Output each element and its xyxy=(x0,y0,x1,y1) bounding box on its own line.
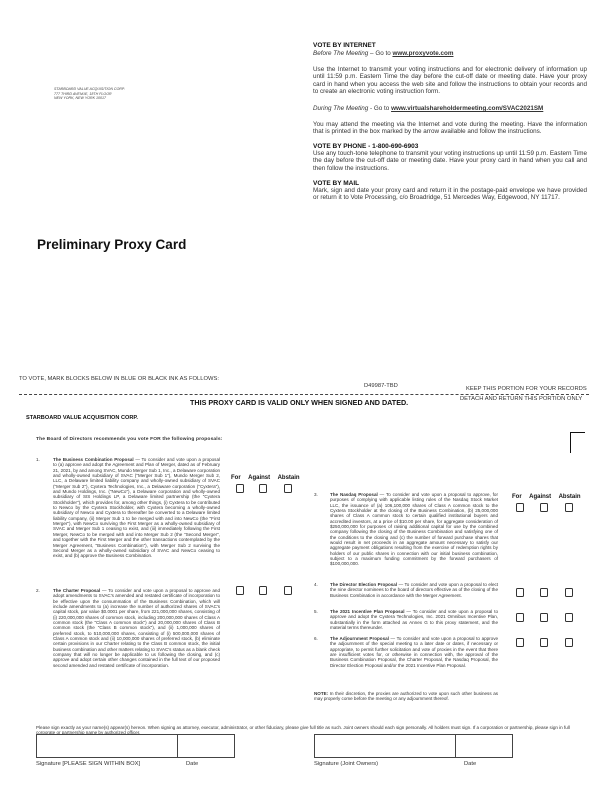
right-abstain-header: Abstain xyxy=(558,494,581,500)
left-column-headers xyxy=(231,466,311,484)
joint-signature-label: Signature (Joint Owners) xyxy=(314,761,379,767)
left-for-header: For xyxy=(231,475,241,481)
proposal-5-for-checkbox[interactable] xyxy=(516,613,524,622)
proposal-6-against-checkbox[interactable] xyxy=(540,638,548,647)
proposal-4-abstain-checkbox[interactable] xyxy=(565,588,573,597)
joint-date-box[interactable] xyxy=(454,734,513,758)
proposal-2-for-checkbox[interactable] xyxy=(236,586,244,595)
proposal-3-for-checkbox[interactable] xyxy=(516,503,524,512)
detach-portion-label: DETACH AND RETURN THIS PORTION ONLY xyxy=(460,396,583,402)
right-against-header: Against xyxy=(529,494,552,500)
board-recommendation: The Board of Directors recommends you vote FOR the following proposals: xyxy=(36,437,223,442)
proxyvote-link[interactable]: www.proxyvote.com xyxy=(392,50,454,57)
vote-internet-before xyxy=(313,50,587,58)
proposal-3-against-checkbox[interactable] xyxy=(540,503,548,512)
proposal-4-for-checkbox[interactable] xyxy=(516,588,524,597)
corner-mark xyxy=(570,432,585,453)
virtual-meeting-link[interactable]: www.virtualshareholdermeeting.com/SVAC2021SM xyxy=(391,104,544,112)
proposal-1-text: — To consider and vote upon a proposal to (a) approve and adopt the Agreement and Plan of Merger, dated as of February 21, 2021, by and among SVAC, Mundo Merger Sub 1, Inc., a Delaware corporation and wholly-owned subsidiary of SVAC ("Merger Sub 1"), Mundo Merger Sub 2, LLC, a Delaware limited liability company and wholly-owned subsidiary of SVAC ("Merger Sub 2"), Cyxtera Technologies, Inc., a Delaware corporation ("Cyxtera"), and Mundo Holdings, Inc. ("NewCo"), a Delaware corporation and wholly-owned subsidiary of SIS Holdings LP, a Delaware limited partnership (the "Cyxtera Stockholder"), which provides for, among other things, (i) Cyxtera to be contributed to Newco by the Cyxtera Stockholder, with Cyxtera becoming a wholly-owned subsidiary of Newco and Cyxtera to thereafter be converted to a Delaware limited liability company, (ii) Merger Sub 1 to be merged with and into NewCo (the "First Merger"), with NewCo surviving the First Merger as a wholly-owned subsidiary of SVAC and Merger Sub 1 ceasing to exist, and (iii) immediately following the First Merger, NewCo to be merged with and into Merger Sub 2 (the "Second Merger", and together with the First Merger and the other transactions contemplated by the Merger Agreement, "Business Combination"), with Merger Sub 2 surviving the Second Merger as a wholly-owned subsidiary of SVAC and NewCo ceasing to exist, and (b) approve the Business Combination. xyxy=(53,457,220,559)
vote-phone-text: Use any touch-tone telephone to transmit your voting instructions up until 11:59 p.m. Eastern Time the day before the cut-off date or meeting date. Have your proxy card in hand when you call and then follow the instructions. xyxy=(313,149,587,172)
vote-phone-heading: VOTE BY PHONE - 1-800-690-6903 xyxy=(313,142,419,150)
left-against-header: Against xyxy=(248,475,271,481)
return-address xyxy=(54,87,125,101)
proposal-5-abstain-checkbox[interactable] xyxy=(565,613,573,622)
proposal-5 xyxy=(330,609,498,630)
proposal-5-against-checkbox[interactable] xyxy=(540,613,548,622)
card-company: STARBOARD VALUE ACQUISITION CORP. xyxy=(26,415,138,421)
left-abstain-header: Abstain xyxy=(277,475,300,481)
note-text: In their discretion, the proxies are authorized to vote upon such other business as may properly come before the meeting or any adjournment thereof. xyxy=(314,691,498,702)
proposal-3 xyxy=(330,492,498,567)
valid-notice: THIS PROXY CARD IS VALID ONLY WHEN SIGNED AND DATED. xyxy=(190,398,409,407)
joint-date-label: Date xyxy=(464,761,477,767)
return-address-street: 777 THIRD AVENUE, 18TH FLOOR xyxy=(54,91,112,96)
proposal-4-against-checkbox[interactable] xyxy=(540,588,548,597)
proposal-5-title: The 2021 Incentive Plan Proposal xyxy=(330,609,405,614)
signature-box[interactable] xyxy=(36,734,178,758)
proposal-3-title: The Nasdaq Proposal xyxy=(330,492,378,497)
proposal-5-number: 5. xyxy=(314,609,318,614)
before-meeting-label: Before The Meeting xyxy=(313,50,369,57)
note-label: NOTE: xyxy=(314,691,329,696)
during-meeting-label: During The Meeting xyxy=(313,104,369,112)
proposal-6-number: 6. xyxy=(314,636,318,641)
return-address-company: STARBOARD VALUE ACQUISITION CORP. xyxy=(54,87,125,91)
proposal-1-against-checkbox[interactable] xyxy=(259,484,267,493)
vote-instructions xyxy=(313,42,587,202)
proposal-4 xyxy=(330,582,498,598)
before-meeting-goto: – Go to xyxy=(368,50,393,57)
vote-internet-heading: VOTE BY INTERNET xyxy=(313,42,376,49)
mark-instructions: TO VOTE, MARK BLOCKS BELOW IN BLUE OR BLACK INK AS FOLLOWS: xyxy=(19,376,219,382)
proposal-4-number: 4. xyxy=(314,582,318,587)
discretion-note xyxy=(314,691,498,702)
during-meeting-goto: - Go to xyxy=(368,104,392,112)
proposal-3-number: 3. xyxy=(314,492,318,497)
vote-internet-during-text: You may attend the meeting via the Internet and vote during the meeting. Have the information that is printed in the box marked by the arrow available and follow the instructions. xyxy=(313,120,587,136)
proposal-2-number: 2. xyxy=(36,588,40,593)
proposal-1-for-checkbox[interactable] xyxy=(236,484,244,493)
right-column-headers xyxy=(512,485,592,503)
proposal-4-title: The Director Election Proposal xyxy=(330,582,398,587)
detach-line xyxy=(19,394,589,395)
joint-signature-box[interactable] xyxy=(314,734,456,758)
date-box[interactable] xyxy=(176,734,235,758)
signing-instructions: Please sign exactly as your name(s) appear(s) hereon. When signing as attorney, executor, administrator, or other fiduciary, please give full title as such. Joint owners should each sign personally. All holders must sign. If a corporation or partnership, please sign in full corporate or partnership name by authorized officer. xyxy=(36,725,570,736)
proposal-6-for-checkbox[interactable] xyxy=(516,638,524,647)
vote-internet-instructions: Use the Internet to transmit your voting instructions and for electronic delivery of information up until 11:59 p.m. Eastern Time the day before the cut-off date or meeting date. Have your proxy card in hand when you access the web site and follow the instructions to obtain your records and to create an electronic voting instruction form. xyxy=(313,65,587,96)
proposal-2-against-checkbox[interactable] xyxy=(259,586,267,595)
proposal-1-title: The Business Combination Proposal xyxy=(53,457,134,462)
date-label: Date xyxy=(186,761,199,767)
proposal-4-text: — To consider and vote upon a proposal to elect the nine director nominees to the board of directors effective as of the closing of the Business Combination in accordance with the Merger Agreement. xyxy=(330,582,499,598)
proposal-6-text: — To consider and vote upon a proposal to approve the adjournment of the special meeting to a later date or dates, if necessary or appropriate, to permit further solicitation and vote of proxies in the event that there are insufficient votes for, or otherwise in connection with, the approval of the Business Combination Proposal, the Charter Proposal, the Nasdaq Proposal, the Director Election Proposal and/or the 2021 Incentive Plan Proposal. xyxy=(330,636,499,668)
right-for-header: For xyxy=(512,494,522,500)
proposal-2-text: — To consider and vote upon a proposal to approve and adopt amendments to SVAC's amended and restated certificate of incorporation to be effective upon the consummation of the Business Combination, which will include amendments to (a) increase the number of authorized shares of SVAC's capital stock, par value $0.0001 per share, from 221,000,000 shares, consisting of (i) 220,000,000 shares of common stock, including 200,000,000 shares of Class A common stock (the "Class A common stock") and 20,000,000 shares of Class B common stock (the "Class B common stock"), and (ii) 1,000,000 shares of preferred stock, to 510,000,000 shares, consisting of (i) 500,000,000 shares of Class A common stock and (ii) 10,000,000 shares of preferred stock, (b) eliminate certain provisions in our Charter relating to the Class B common stock, the initial business combination and other matters relating to SVAC's status as a blank check company that will no longer be applicable to us following the closing, and (c) approve and adopt certain other changes contained in the full text of our proposed second amended and restated certificate of incorporation. xyxy=(53,588,220,668)
signature-label: Signature [PLEASE SIGN WITHIN BOX] xyxy=(36,761,141,767)
vote-mail-heading: VOTE BY MAIL xyxy=(313,179,360,187)
proposal-2-title: The Charter Proposal xyxy=(53,588,101,593)
proposal-6 xyxy=(330,636,498,668)
vote-mail-text: Mark, sign and date your proxy card and return it in the postage-paid envelope we have provided or return it to Vote Processing, c/o Broadridge, 51 Mercedes Way, Edgewood, NY 11717. xyxy=(313,186,587,202)
proposal-3-abstain-checkbox[interactable] xyxy=(565,503,573,512)
vote-internet-during xyxy=(313,105,587,113)
proposal-1-abstain-checkbox[interactable] xyxy=(284,484,292,493)
return-address-city: NEW YORK, NEW YORK 10017 xyxy=(54,96,106,101)
keep-portion-label: KEEP THIS PORTION FOR YOUR RECORDS xyxy=(466,386,587,392)
proposal-5-text: — To consider and vote upon a proposal to approve and adopt the Cyxtera Technologies, Inc. 2021 Omnibus Incentive Plan, substantially in the form attached as Annex G to this proxy statement, and the material terms thereunder. xyxy=(330,609,498,631)
proposal-3-text: — To consider and vote upon a proposal to approve, for purposes of complying with applicable listing rules of the Nasdaq Stock Market LLC, the issuance of (a) 106,100,000 shares of Class A common stock to the Cyxtera Stockholder at the closing of the Business Combination, (b) 25,000,000 shares of Class A common stock to certain qualified institutional buyers and accredited investors, at a price of $10.00 per share, for aggregate consideration of $250,000,000 for purposes of raising additional capital for use by the combined company following the closing of the Business Combination and satisfying one of the conditions to the closing and (c) the number of forward purchase shares that would result in net proceeds in an aggregate amount necessary to satisfy our aggregate payment obligations resulting from the exercise of redemption rights by holders of our public shares in connection with our initial business combination, subject to a maximum funding commitment by the forward purchasers of $100,000,000. xyxy=(330,492,498,567)
proposal-1 xyxy=(53,457,220,559)
control-code: D49987-TBD xyxy=(364,383,398,389)
page-title: Preliminary Proxy Card xyxy=(37,237,187,252)
proposal-6-title: The Adjournment Proposal xyxy=(330,636,389,641)
proposal-2-abstain-checkbox[interactable] xyxy=(284,586,292,595)
proposal-6-abstain-checkbox[interactable] xyxy=(565,638,573,647)
proposal-1-number: 1. xyxy=(36,457,40,462)
proposal-2 xyxy=(53,588,220,668)
